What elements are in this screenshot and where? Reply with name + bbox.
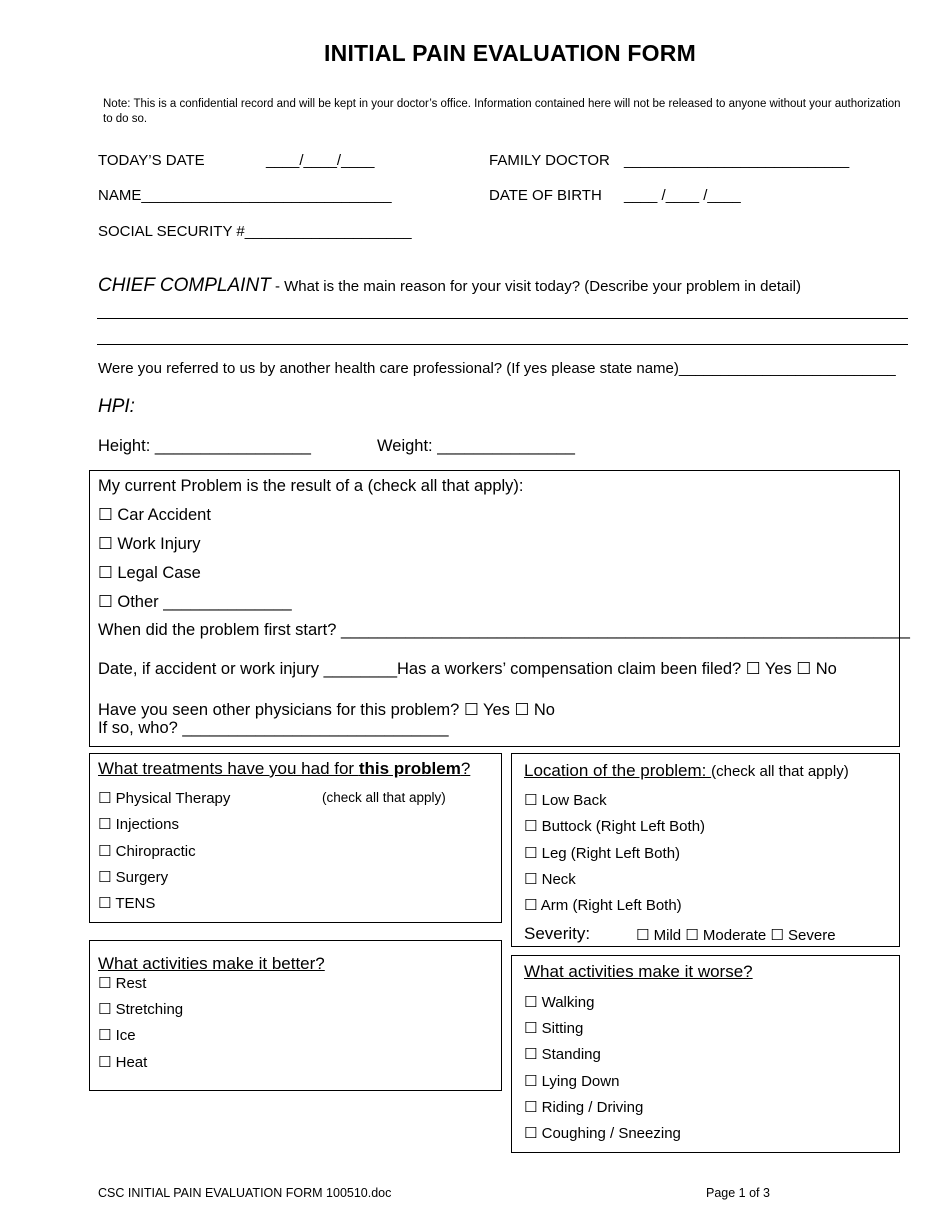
checkbox-surgery[interactable]: ☐ Surgery xyxy=(98,869,169,886)
footer-page-number: Page 1 of 3 xyxy=(706,1186,770,1200)
severity-options[interactable]: ☐ Mild ☐ Moderate ☐ Severe xyxy=(636,927,836,944)
checkbox-tens[interactable]: ☐ TENS xyxy=(98,895,156,912)
checkbox-arm[interactable]: ☐ Arm (Right Left Both) xyxy=(524,897,682,914)
checkbox-walking[interactable]: ☐ Walking xyxy=(524,994,595,1011)
todays-date-label: TODAY’S DATE xyxy=(98,152,205,169)
treatments-check-note: (check all that apply) xyxy=(322,790,446,805)
checkbox-legal-case[interactable]: ☐ Legal Case xyxy=(98,564,201,582)
checkbox-neck[interactable]: ☐ Neck xyxy=(524,871,576,888)
chief-complaint-prompt: - What is the main reason for your visit today? (Describe your problem in detail) xyxy=(270,278,801,295)
checkbox-low-back[interactable]: ☐ Low Back xyxy=(524,792,607,809)
referral-question[interactable]: Were you referred to us by another health care professional? (If yes please state name)__________________________ xyxy=(98,360,896,377)
name-field[interactable]: NAME______________________________ xyxy=(98,187,392,204)
checkbox-other[interactable]: ☐ Other ______________ xyxy=(98,593,292,611)
other-physicians-row[interactable]: Have you seen other physicians for this problem? ☐ Yes ☐ No xyxy=(98,701,555,719)
confidentiality-note: Note: This is a confidential record and will be kept in your doctor’s office. Information contained here will not be released to anyone without your authorization to do so. xyxy=(103,98,901,125)
checkbox-leg[interactable]: ☐ Leg (Right Left Both) xyxy=(524,845,681,862)
checkbox-sitting[interactable]: ☐ Sitting xyxy=(524,1020,584,1037)
checkbox-car-accident[interactable]: ☐ Car Accident xyxy=(98,506,211,524)
checkbox-coughing-sneezing[interactable]: ☐ Coughing / Sneezing xyxy=(524,1125,681,1142)
checkbox-ice[interactable]: ☐ Ice xyxy=(98,1027,136,1044)
chief-complaint-row xyxy=(98,275,801,297)
complaint-line-2[interactable] xyxy=(97,344,908,345)
checkbox-standing[interactable]: ☐ Standing xyxy=(524,1046,601,1063)
checkbox-injections[interactable]: ☐ Injections xyxy=(98,816,179,833)
worse-heading: What activities make it worse? xyxy=(524,962,753,981)
problem-start-field[interactable]: When did the problem first start? ______________________________________________________________ xyxy=(98,621,910,639)
severity-label: Severity: xyxy=(524,924,591,943)
location-heading-text: Location of the problem: xyxy=(524,761,712,780)
checkbox-riding-driving[interactable]: ☐ Riding / Driving xyxy=(524,1099,644,1116)
family-doctor-field[interactable]: ___________________________ xyxy=(624,152,850,169)
checkbox-physical-therapy[interactable]: ☐ Physical Therapy xyxy=(98,790,231,807)
footer-doc-name: CSC INITIAL PAIN EVALUATION FORM 100510.doc xyxy=(98,1186,392,1200)
checkbox-buttock[interactable]: ☐ Buttock (Right Left Both) xyxy=(524,818,706,835)
complaint-line-1[interactable] xyxy=(97,318,908,319)
checkbox-stretching[interactable]: ☐ Stretching xyxy=(98,1001,184,1018)
treatments-heading-prefix: What treatments have you had for xyxy=(98,759,359,778)
if-so-who-field[interactable]: If so, who? _____________________________ xyxy=(98,719,449,737)
chief-complaint-heading: CHIEF COMPLAINT xyxy=(98,275,271,296)
checkbox-rest[interactable]: ☐ Rest xyxy=(98,975,147,992)
family-doctor-label: FAMILY DOCTOR xyxy=(489,152,610,169)
form-title: INITIAL PAIN EVALUATION FORM xyxy=(324,40,696,66)
location-check-note: (check all that apply) xyxy=(711,763,849,780)
accident-date-row[interactable]: Date, if accident or work injury ________Has a workers’ compensation claim been filed? ☐ Yes ☐ No xyxy=(98,660,837,678)
treatments-heading-bold: this problem xyxy=(358,759,461,778)
checkbox-work-injury[interactable]: ☐ Work Injury xyxy=(98,535,201,553)
treatments-heading-suffix: ? xyxy=(460,759,471,778)
current-problem-heading: My current Problem is the result of a (check all that apply): xyxy=(98,477,524,495)
dob-field[interactable]: ____ /____ /____ xyxy=(624,187,741,204)
todays-date-field[interactable]: ____/____/____ xyxy=(266,152,375,169)
better-heading: What activities make it better? xyxy=(98,954,325,973)
treatments-heading xyxy=(98,759,470,779)
location-heading xyxy=(524,761,849,781)
checkbox-heat[interactable]: ☐ Heat xyxy=(98,1054,148,1071)
checkbox-chiropractic[interactable]: ☐ Chiropractic xyxy=(98,843,196,860)
height-field[interactable]: Height: _________________ xyxy=(98,437,311,455)
weight-field[interactable]: Weight: _______________ xyxy=(377,437,575,455)
hpi-heading: HPI: xyxy=(98,396,135,417)
checkbox-lying-down[interactable]: ☐ Lying Down xyxy=(524,1073,620,1090)
ssn-field[interactable]: SOCIAL SECURITY #____________________ xyxy=(98,223,412,240)
dob-label: DATE OF BIRTH xyxy=(489,187,602,204)
